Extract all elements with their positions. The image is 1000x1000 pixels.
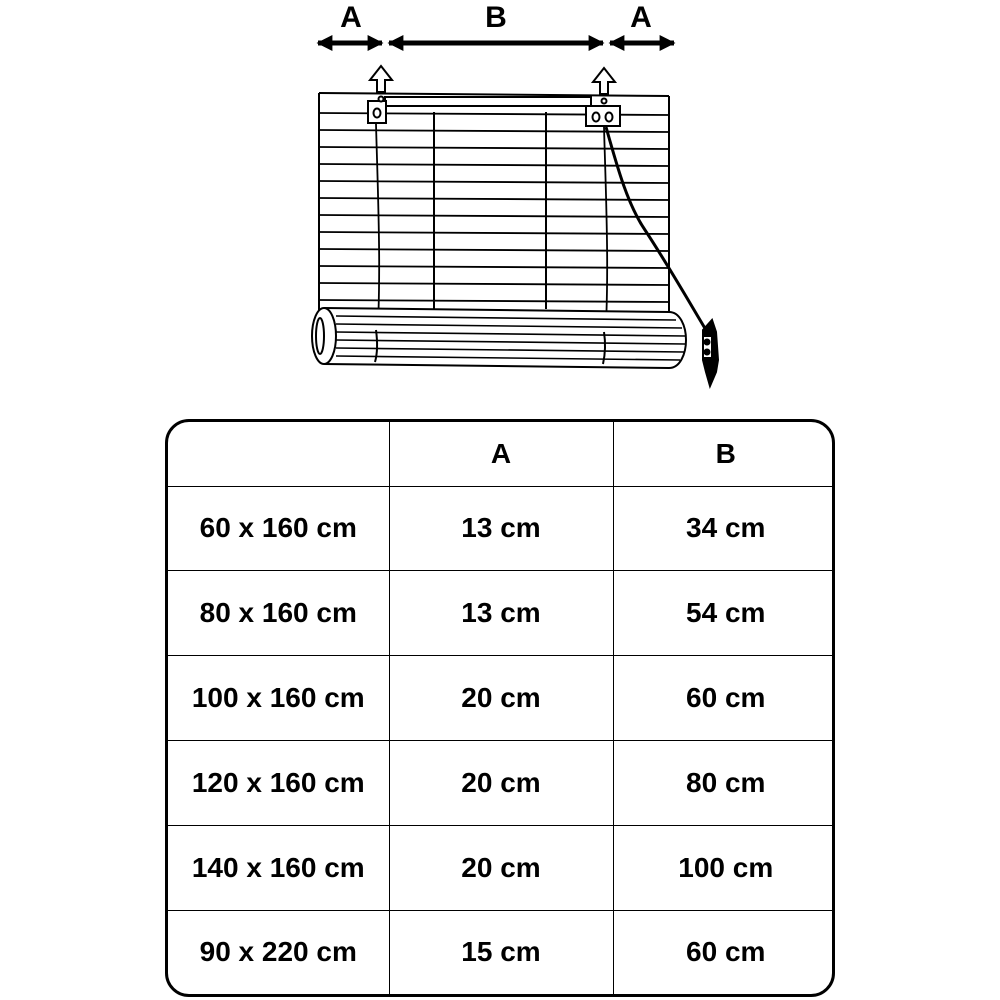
table-row	[168, 571, 835, 656]
dimension-label-b: B	[485, 1, 507, 34]
size-table	[165, 419, 835, 997]
table-cell-b: 100 cm	[613, 826, 835, 911]
table-cell-b: 34 cm	[613, 486, 835, 571]
table-cell-a: 20 cm	[389, 741, 613, 826]
table-cell-size: 120 x 160 cm	[168, 741, 389, 826]
table-cell-size: 60 x 160 cm	[168, 486, 389, 571]
table-header-size	[168, 422, 389, 486]
table-cell-size: 140 x 160 cm	[168, 826, 389, 911]
rolled-blind	[312, 308, 686, 368]
table-row	[168, 910, 835, 994]
table-cell-a: 13 cm	[389, 571, 613, 656]
table-cell-b: 60 cm	[613, 910, 835, 994]
table-cell-a: 13 cm	[389, 486, 613, 571]
table-cell-size: 100 x 160 cm	[168, 656, 389, 741]
table-cell-b: 54 cm	[613, 571, 835, 656]
table-row	[168, 826, 835, 911]
head-rail	[385, 97, 591, 106]
table-cell-size: 90 x 220 cm	[168, 910, 389, 994]
table-cell-size: 80 x 160 cm	[168, 571, 389, 656]
up-arrow-icon	[370, 66, 392, 92]
table-cell-a: 15 cm	[389, 910, 613, 994]
pull-cord	[606, 127, 706, 330]
cord-tensioner-icon	[703, 320, 718, 386]
table-cell-a: 20 cm	[389, 826, 613, 911]
table-cell-b: 60 cm	[613, 656, 835, 741]
blind-slats	[319, 113, 669, 302]
table-cell-a: 20 cm	[389, 656, 613, 741]
table-header-a: A	[389, 422, 613, 486]
up-arrow-icon	[593, 68, 615, 94]
blind-panel	[319, 93, 669, 322]
roller-blind-diagram	[0, 0, 1000, 400]
table-row	[168, 486, 835, 571]
table-row	[168, 741, 835, 826]
dimension-label-a-left: A	[340, 1, 362, 34]
table-row	[168, 656, 835, 741]
table-header-b: B	[613, 422, 835, 486]
dimension-label-a-right: A	[630, 1, 652, 34]
size-table-grid	[168, 422, 835, 994]
table-header-row	[168, 422, 835, 486]
table-cell-b: 80 cm	[613, 741, 835, 826]
